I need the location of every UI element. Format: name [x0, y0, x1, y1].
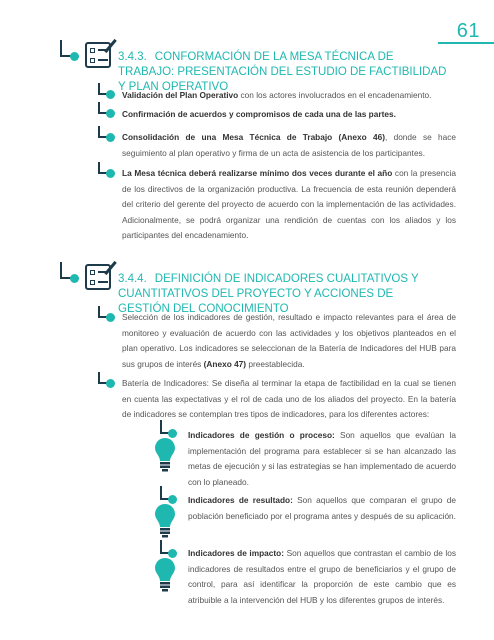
- section2-paragraph: Selección de los indicadores de gestión, resultado e impacto relevantes para el área de monitoreo y evaluación de acuerdo con las actividades y los objetivos planteados en el plan operativo. Los indicadores se seleccionan de la Batería de Indicadores del HUB para sus grupos de interés (Anexo 47) preestablecida.: [122, 312, 456, 369]
- checklist-icon: [85, 264, 111, 290]
- indicator-item: Indicadores de resultado: Son aquellos que comparan el grupo de población beneficiado por el programa antes y después de su aplicación.: [188, 495, 456, 521]
- lightbulb-icon: [152, 556, 178, 592]
- list-item: La Mesa técnica deberá realizarse mínimo dos veces durante el año con la presencia de los directivos de la organización productiva. La frecuencia de esta reunión dependerá del criterio del gerente del proyecto de acuerdo con la implementación de las actividades. Adicionalmente, se podrá organizar una rendición de cuentas con los aliados y los participantes del encadenamiento.: [122, 168, 456, 240]
- section1-dot: [70, 52, 79, 61]
- list-item: Consolidación de una Mesa Técnica de Trabajo (Anexo 46), donde se hace seguimiento al plan operativo y firma de un acta de asistencia de los participantes.: [122, 132, 457, 158]
- list-item: Confirmación de acuerdos y compromisos de cada una de las partes.: [122, 109, 396, 119]
- list-item: Validación del Plan Operativo con los actores involucrados en el encadenamiento.: [122, 90, 432, 100]
- lightbulb-icon: [152, 502, 178, 538]
- checklist-icon: [85, 42, 111, 68]
- lightbulb-icon: [152, 436, 178, 472]
- item-dot: [106, 109, 115, 118]
- section2-dot: [70, 274, 79, 283]
- page-number-rule: [438, 42, 494, 44]
- section2-number: 3.4.4.: [118, 273, 147, 285]
- item-dot: [106, 313, 115, 322]
- section2-paragraph: Batería de Indicadores: Se diseña al terminar la etapa de factibilidad en la cual se tienen en cuenta las expectativas y el rol de cada uno de los aliados del proyecto. En la batería de indicadores se contemplan tres tipos de indicadores, para los diferentes actores:: [122, 378, 456, 419]
- section1-title-text: CONFORMACIÓN DE LA MESA TÉCNICA DE TRABAJO: PRESENTACIÓN DEL ESTUDIO DE FACTIBILIDAD Y PLAN OPERATIVO: [118, 51, 447, 93]
- page-number: 61: [456, 20, 480, 42]
- section2-title-text: DEFINICIÓN DE INDICADORES CUALITATIVOS Y CUANTITATIVOS DEL PROYECTO Y ACCIONES DE GESTIÓN DEL CONOCIMIENTO: [118, 273, 419, 315]
- section1-number: 3.4.3.: [118, 51, 147, 63]
- item-dot: [106, 90, 115, 99]
- indicator-item: Indicadores de impacto: Son aquellos que contrastan el cambio de los indicadores de resultados entre el grupo de beneficiarios y el grupo de control, para así identificar la proporción de este cambio que es atribuible a la intervención del HUB y los diferentes grupos de interés.: [188, 548, 457, 605]
- item-dot: [106, 133, 115, 142]
- indicator-item: Indicadores de gestión o proceso: Son aquellos que evalúan la implementación del programa para establecer si se han alcanzado las metas de ejecución y si las estrategias se han implementado de acuerdo con lo planeado.: [188, 430, 456, 487]
- item-dot: [106, 379, 115, 388]
- item-dot: [106, 169, 115, 178]
